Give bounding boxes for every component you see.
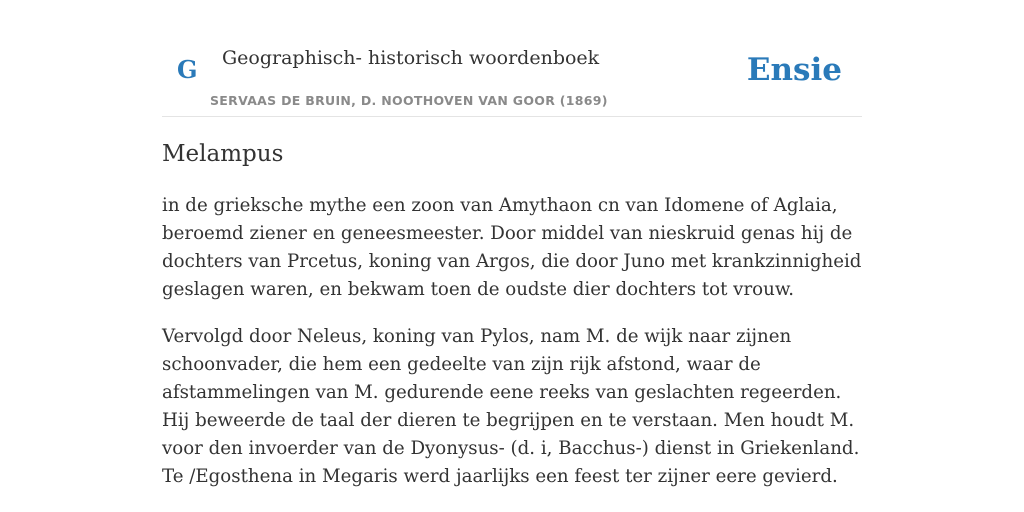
entry-paragraph: in de grieksche mythe een zoon van Amythaon cn van Idomene of Aglaia, beroemd ziener en geneesmeester. Door middel van nieskruid genas hij de dochters van Prcetus, koning van Argos, die door Juno met krankzinnigheid geslagen waren, en bekwam toen de oudste dier dochters tot vrouw. <box>162 195 862 300</box>
entry-title: Melampus <box>162 141 284 167</box>
book-title[interactable]: Geographisch- historisch woordenboek <box>222 47 600 69</box>
entry-paragraph: Vervolgd door Neleus, koning van Pylos, nam M. de wijk naar zijnen schoonvader, die hem een gedeelte van zijn rijk afstond, waar de afstammelingen van M. gedurende eene reeks van geslachten regeerden. Hij beweerde de taal der dieren te begrijpen en te verstaan. Men houdt M. voor den invoerder van de Dyonysus- (d. i, Bacchus-) dienst in Griekenland. Te /Egosthena in Megaris werd jaarlijks een feest ter zijner eere gevierd. <box>162 326 860 487</box>
ensie-logo[interactable]: Ensie <box>746 52 842 88</box>
entry-body <box>162 192 868 510</box>
book-header <box>162 34 862 117</box>
book-authors: SERVAAS DE BRUIN, D. NOOTHOVEN VAN GOOR (1869) <box>210 93 608 108</box>
letter-index-badge[interactable]: G <box>177 55 198 84</box>
